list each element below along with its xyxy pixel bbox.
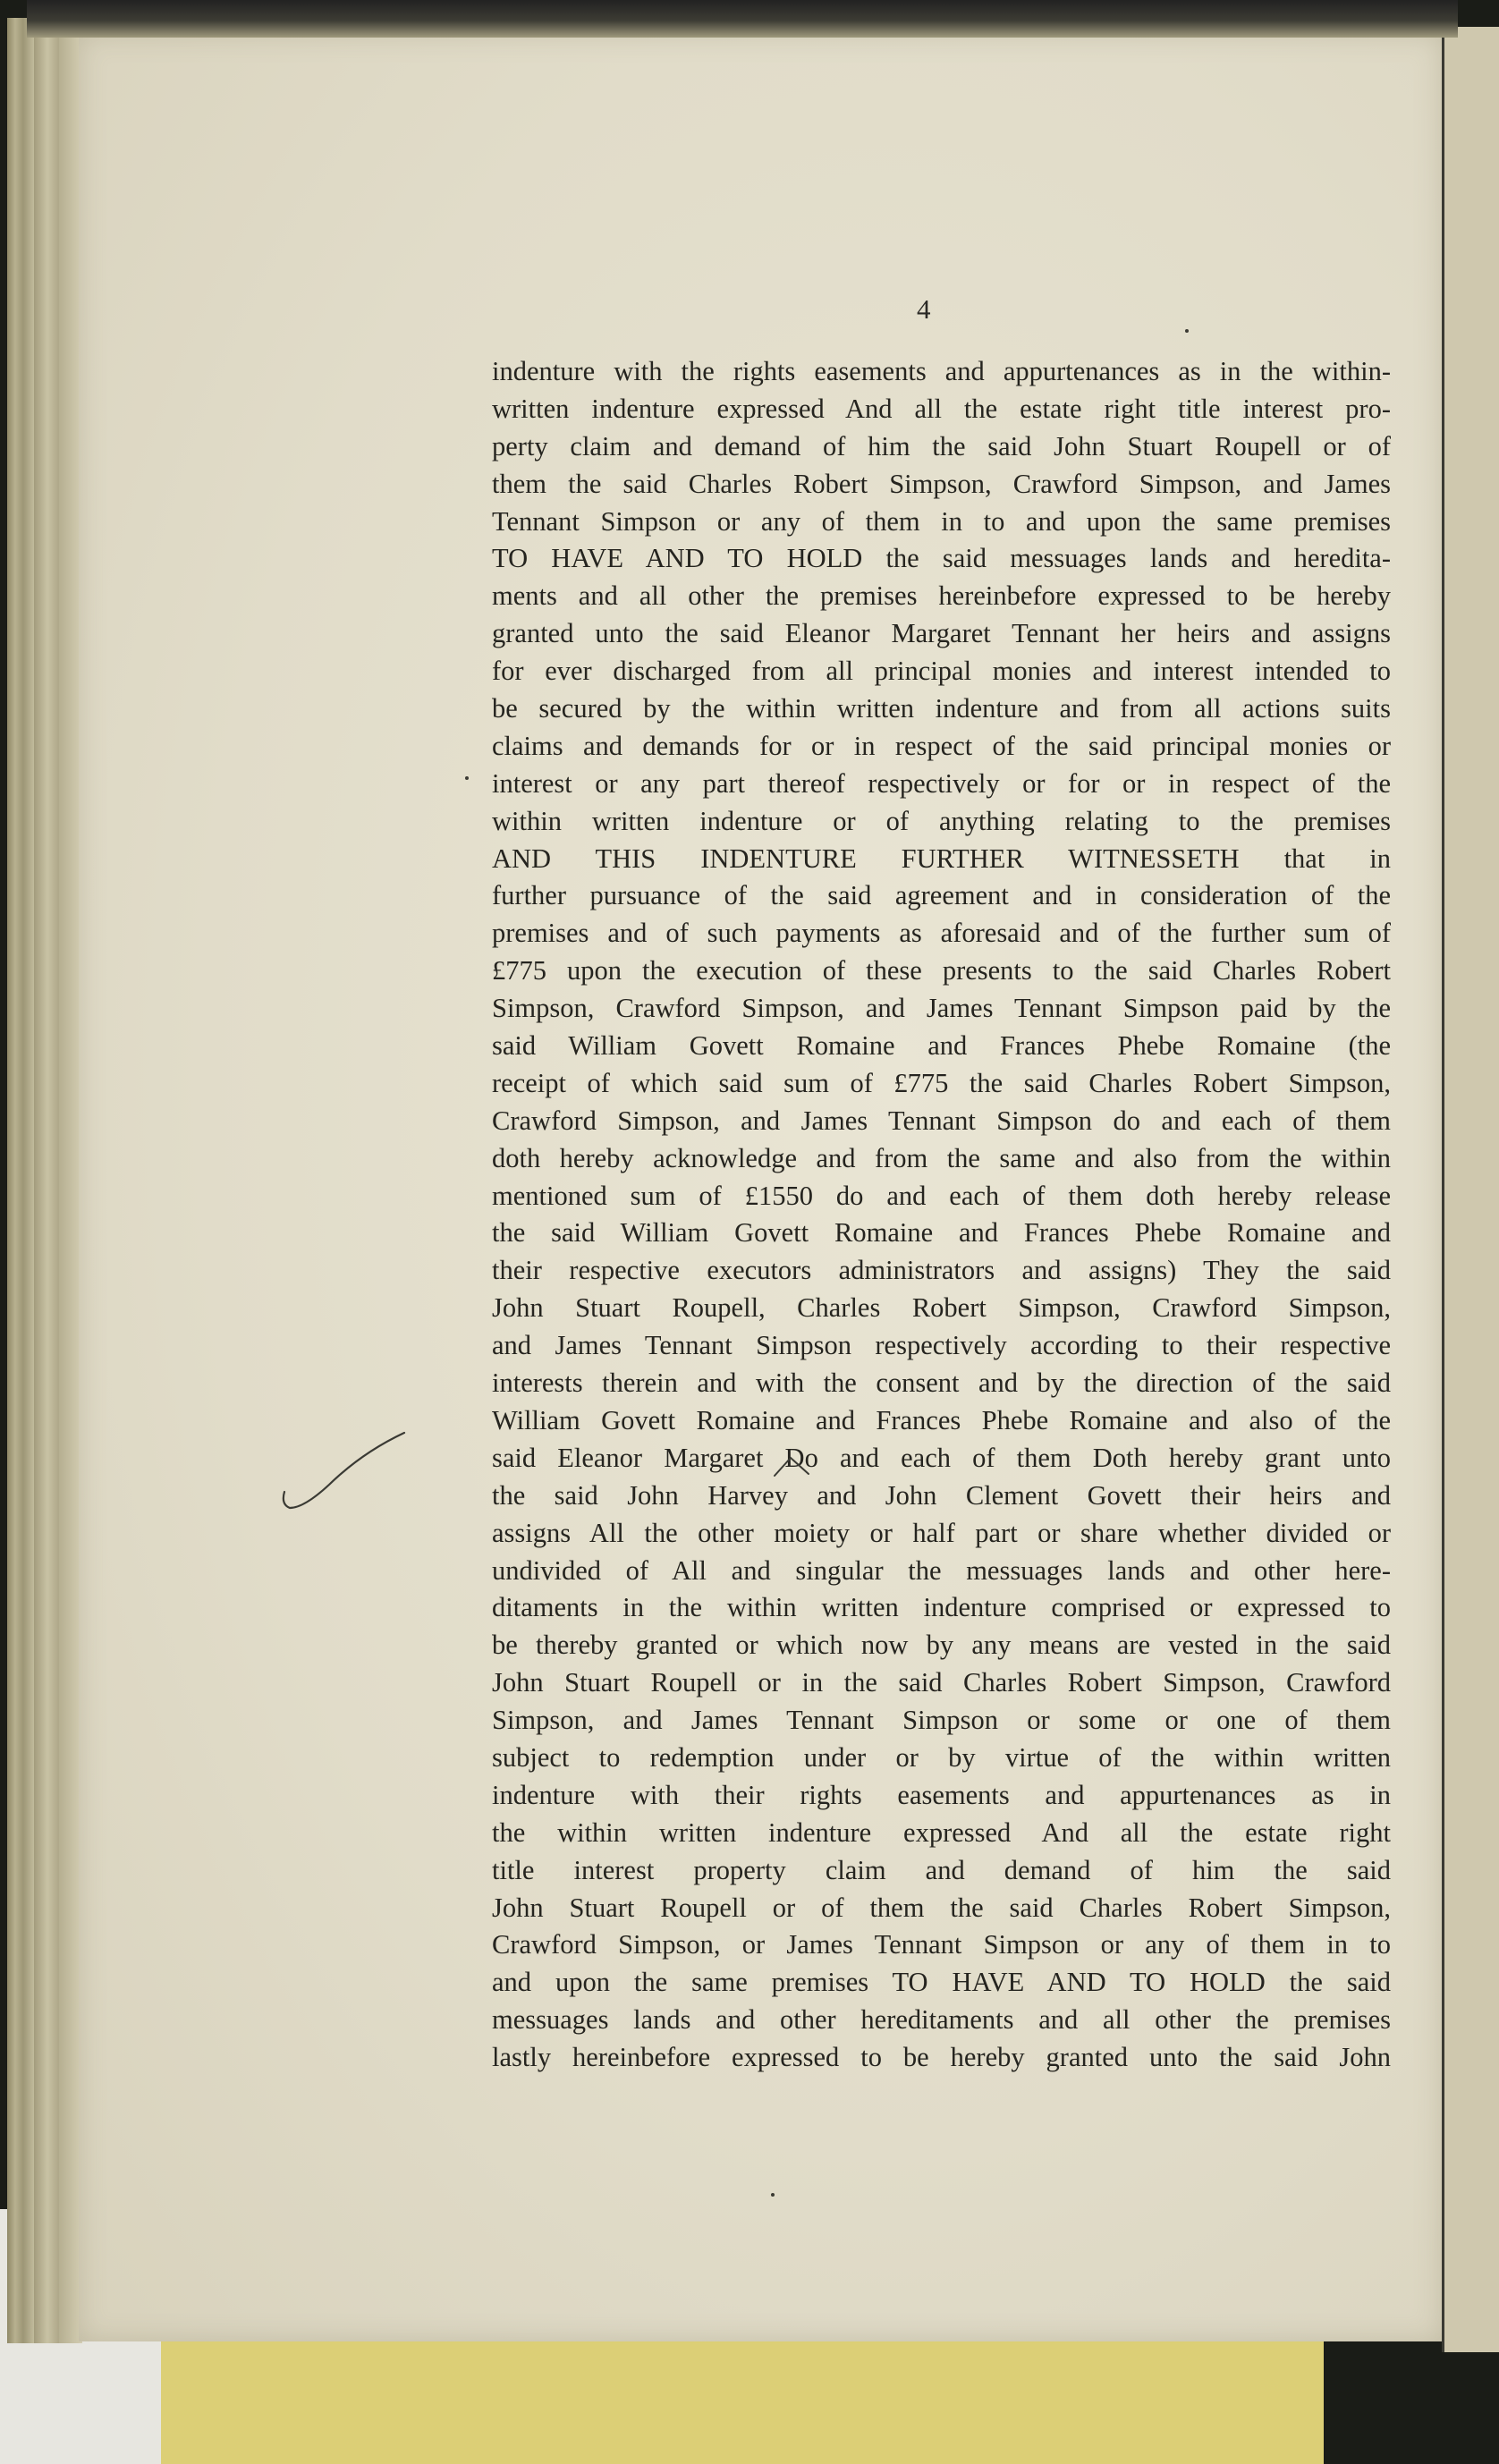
text-line: and upon the same premises TO HAVE AND TO HOLD the said bbox=[492, 1967, 1391, 1998]
body-text bbox=[492, 353, 1391, 2077]
text-line: within written indenture or of anything relating to the premises bbox=[492, 805, 1391, 836]
margin-check-mark-icon bbox=[277, 1422, 411, 1520]
text-line: premises and of such payments as aforesaid and of the further sum of bbox=[492, 918, 1391, 949]
text-line: and James Tennant Simpson respectively according to their respective bbox=[492, 1330, 1391, 1361]
text-line: written indenture expressed And all the estate right title interest pro- bbox=[492, 393, 1391, 424]
text-line: mentioned sum of £1550 do and each of them doth hereby release bbox=[492, 1180, 1391, 1211]
text-line: claims and demands for or in respect of the said principal monies or bbox=[492, 730, 1391, 761]
text-line: William Govett Romaine and Frances Phebe Romaine and also of the bbox=[492, 1404, 1391, 1435]
speck bbox=[1185, 329, 1189, 333]
text-line: the within written indenture expressed And all the estate right bbox=[492, 1816, 1391, 1848]
text-line: be thereby granted or which now by any means are vested in the said bbox=[492, 1630, 1391, 1661]
text-line: John Stuart Roupell or of them the said Charles Robert Simpson, bbox=[492, 1892, 1391, 1923]
page-stack-edge bbox=[34, 18, 61, 2343]
text-line: receipt of which said sum of £775 the said Charles Robert Simpson, bbox=[492, 1067, 1391, 1098]
speck bbox=[771, 2193, 775, 2197]
text-line: interest or any part thereof respectively or for or in respect of the bbox=[492, 767, 1391, 799]
text-line: said William Govett Romaine and Frances Phebe Romaine (the bbox=[492, 1030, 1391, 1062]
speck bbox=[465, 776, 469, 780]
text-line: ments and all other the premises hereinbefore expressed to be hereby bbox=[492, 580, 1391, 612]
text-line: the said John Harvey and John Clement Govett their heirs and bbox=[492, 1479, 1391, 1511]
text-line: perty claim and demand of him the said John Stuart Roupell or of bbox=[492, 430, 1391, 461]
text-line: £775 upon the execution of these presents to the said Charles Robert bbox=[492, 955, 1391, 986]
text-line: granted unto the said Eleanor Margaret Tennant her heirs and assigns bbox=[492, 618, 1391, 649]
text-line: the said William Govett Romaine and Frances Phebe Romaine and bbox=[492, 1217, 1391, 1249]
text-line: indenture with their rights easements and appurtenances as in bbox=[492, 1779, 1391, 1810]
text-line: title interest property claim and demand of him the said bbox=[492, 1854, 1391, 1885]
text-line: interests therein and with the consent and by the direction of the said bbox=[492, 1367, 1391, 1399]
text-line: TO HAVE AND TO HOLD the said messuages lands and heredita- bbox=[492, 543, 1391, 574]
text-line: Tennant Simpson or any of them in to and upon the same premises bbox=[492, 505, 1391, 537]
text-line: doth hereby acknowledge and from the same and also from the within bbox=[492, 1142, 1391, 1173]
binding-shadow bbox=[27, 0, 1458, 38]
page-stack-edge bbox=[7, 18, 34, 2343]
text-line: Simpson, and James Tennant Simpson or some or one of them bbox=[492, 1705, 1391, 1736]
text-line: John Stuart Roupell, Charles Robert Simpson, Crawford Simpson, bbox=[492, 1292, 1391, 1324]
text-line: further pursuance of the said agreement and in consideration of the bbox=[492, 880, 1391, 911]
text-line: Crawford Simpson, and James Tennant Simpson do and each of them bbox=[492, 1105, 1391, 1136]
text-line: undivided of All and singular the messuages lands and other here- bbox=[492, 1554, 1391, 1586]
text-line: for ever discharged from all principal monies and interest intended to bbox=[492, 656, 1391, 687]
text-line: ditaments in the within written indenture comprised or expressed to bbox=[492, 1592, 1391, 1623]
text-line: Simpson, Crawford Simpson, and James Tennant Simpson paid by the bbox=[492, 993, 1391, 1024]
text-line: assigns All the other moiety or half part or share whether divided or bbox=[492, 1517, 1391, 1548]
text-line: Crawford Simpson, or James Tennant Simpson or any of them in to bbox=[492, 1929, 1391, 1960]
text-line: indenture with the rights easements and appurtenances as in the within- bbox=[492, 356, 1391, 386]
text-line: John Stuart Roupell or in the said Charles Robert Simpson, Crawford bbox=[492, 1667, 1391, 1698]
text-line: their respective executors administrators and assigns) They the said bbox=[492, 1255, 1391, 1286]
text-line: be secured by the within written indenture and from all actions suits bbox=[492, 693, 1391, 724]
page-number: 4 bbox=[917, 293, 931, 325]
insertion-caret-icon bbox=[771, 1452, 814, 1479]
text-line: said Eleanor Margaret Do and each of them Doth hereby grant unto bbox=[492, 1442, 1391, 1473]
text-line: them the said Charles Robert Simpson, Crawford Simpson, and James bbox=[492, 468, 1391, 499]
text-line: lastly hereinbefore expressed to be hereby granted unto the said John bbox=[492, 2042, 1391, 2073]
facing-page-edge bbox=[1442, 27, 1499, 2352]
underlying-yellow-sheet bbox=[161, 2334, 1324, 2464]
text-line: messuages lands and other hereditaments and all other the premises bbox=[492, 2004, 1391, 2036]
text-line: subject to redemption under or by virtue of the within written bbox=[492, 1741, 1391, 1773]
text-line: AND THIS INDENTURE FURTHER WITNESSETH that in bbox=[492, 843, 1391, 874]
